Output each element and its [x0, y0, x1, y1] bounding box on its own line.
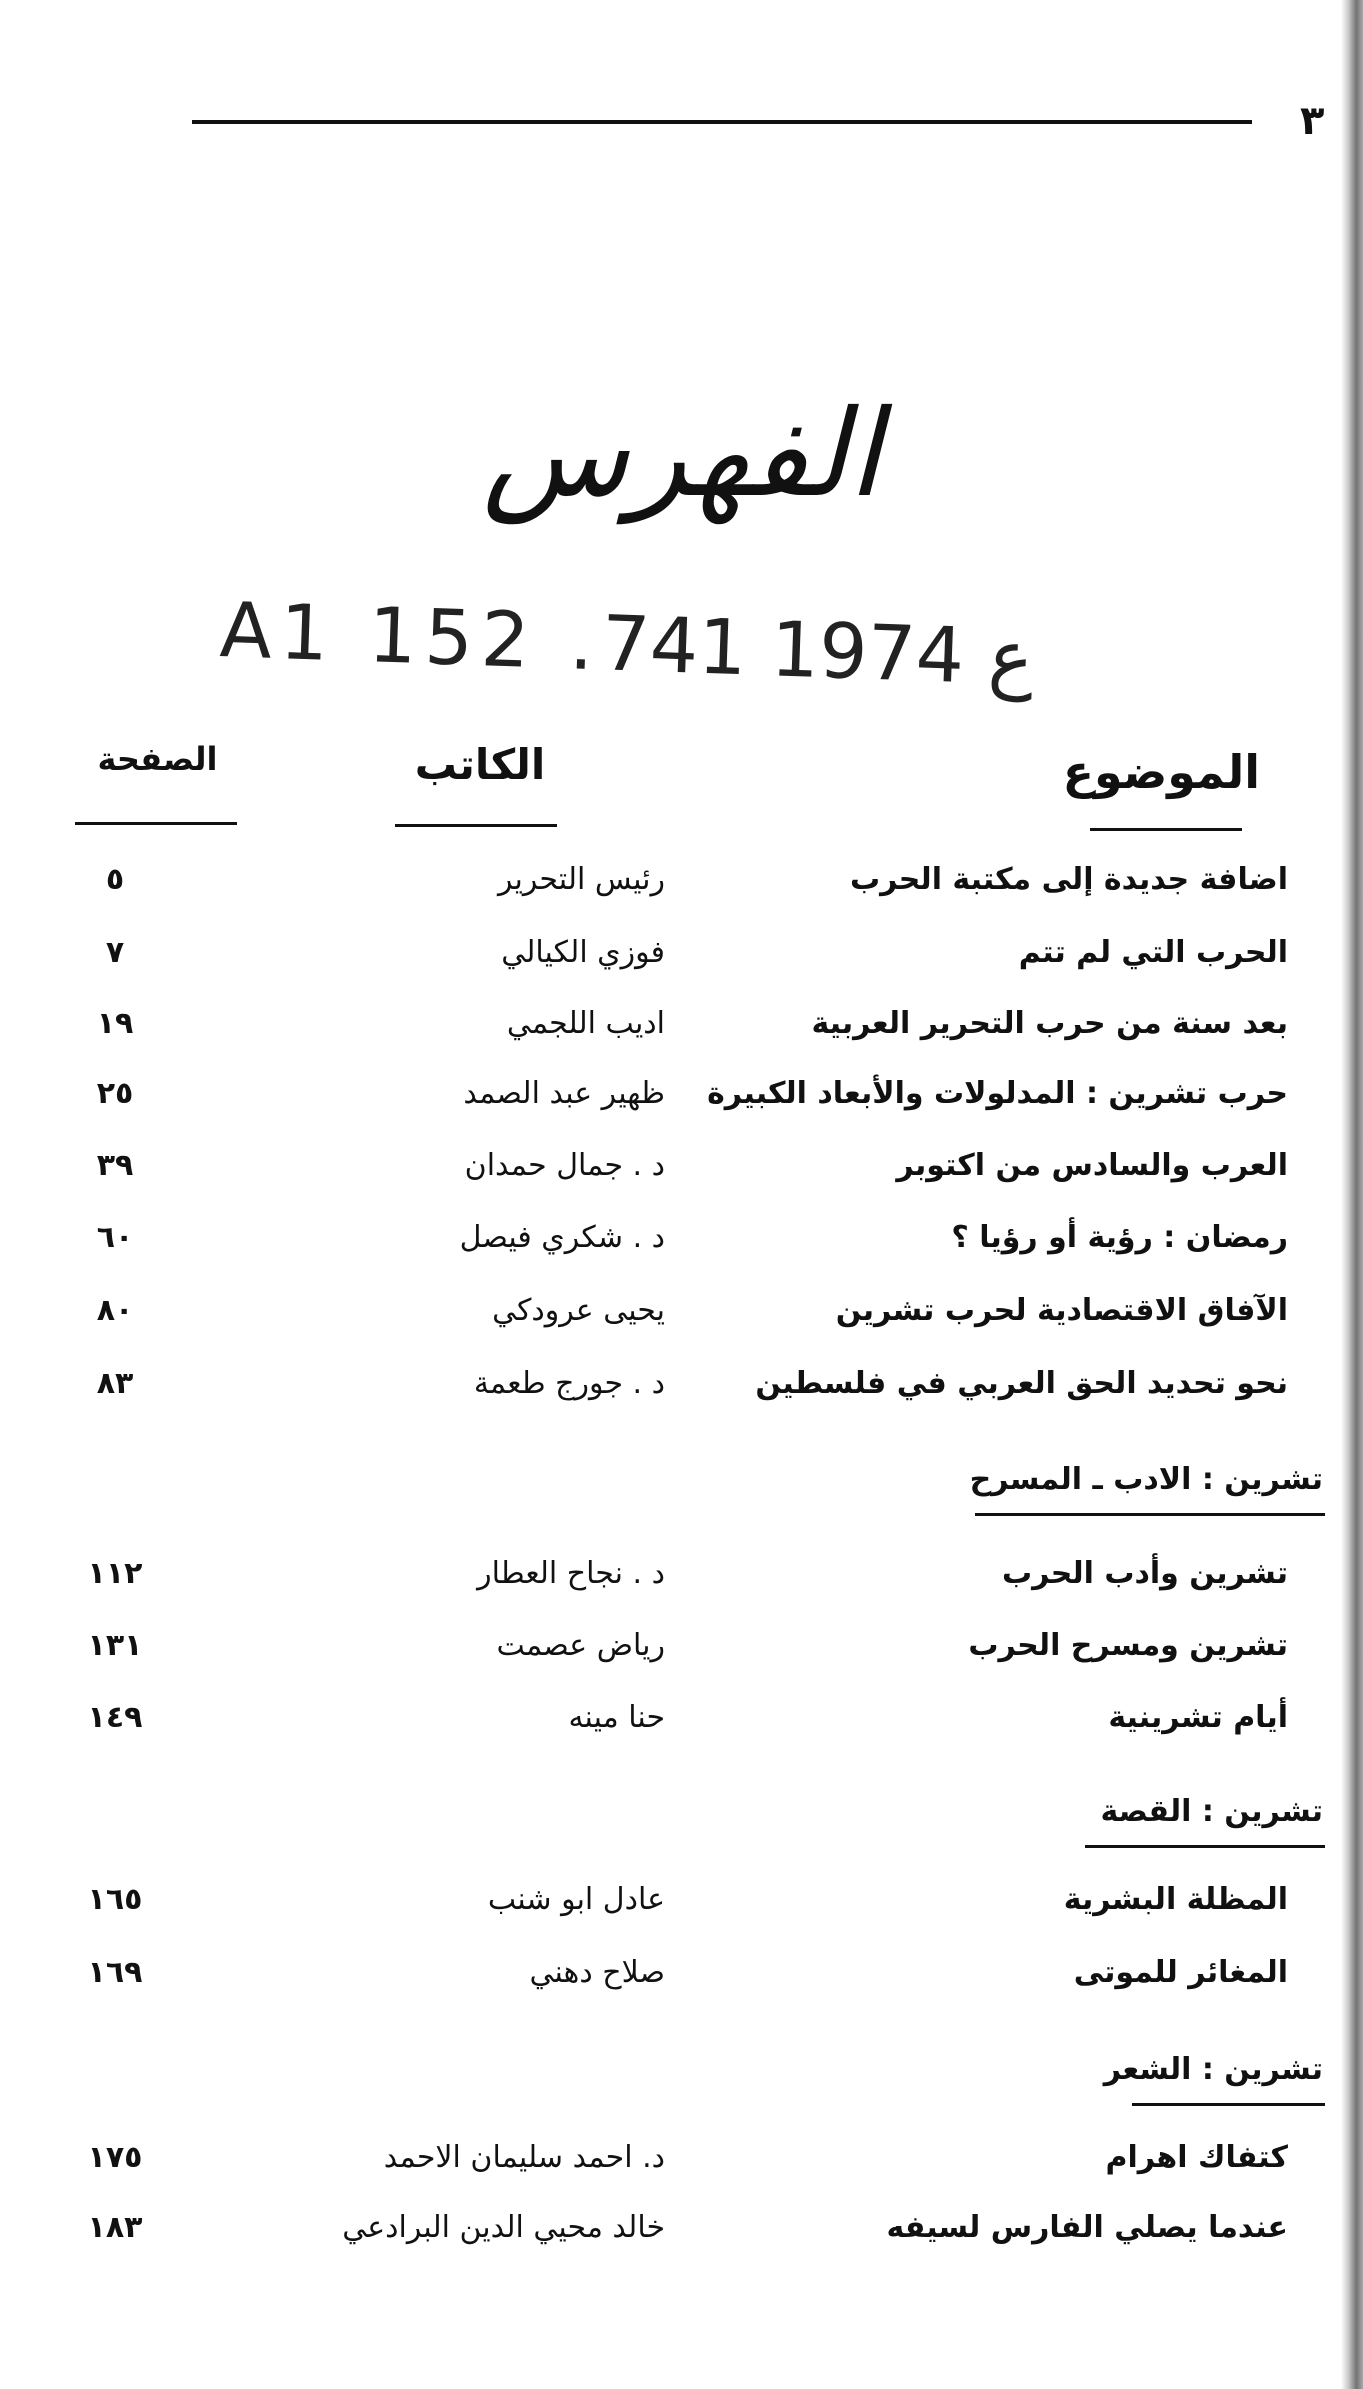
entry-author: صلاح دهني — [529, 1955, 665, 1990]
toc-row — [0, 1148, 1363, 1208]
header-topic: الموضوع — [1062, 745, 1260, 799]
toc-row — [0, 1882, 1363, 1942]
entry-author: د . شكري فيصل — [459, 1220, 665, 1255]
entry-author: عادل ابو شنب — [487, 1882, 665, 1917]
toc-row — [0, 1955, 1363, 2015]
entry-topic: حرب تشرين : المدلولات والأبعاد الكبيرة — [707, 1076, 1288, 1111]
entry-topic: المظلة البشرية — [1063, 1882, 1288, 1917]
header-topic-underline — [1090, 828, 1242, 831]
entry-topic: العرب والسادس من اكتوبر — [896, 1148, 1288, 1183]
entry-topic: نحو تحديد الحق العربي في فلسطين — [755, 1366, 1288, 1401]
entry-page: ٢٥ — [96, 1076, 134, 1111]
index-title: الفهرس — [482, 385, 881, 524]
entry-topic: كتفاك اهرام — [1105, 2140, 1288, 2175]
section-heading-literature-theatre: تشرين : الادب ـ المسرح — [969, 1462, 1323, 1497]
entry-page: ٦٠ — [96, 1220, 134, 1255]
entry-author: ظهير عبد الصمد — [463, 1076, 665, 1111]
entry-topic: بعد سنة من حرب التحرير العربية — [811, 1006, 1288, 1041]
toc-row — [0, 1366, 1363, 1426]
section-underline — [1085, 1845, 1325, 1848]
entry-author: خالد محيي الدين البرادعي — [342, 2210, 665, 2245]
page-number: ٣ — [1300, 98, 1325, 144]
entry-author: يحيى عرودكي — [492, 1293, 665, 1328]
toc-row — [0, 2140, 1363, 2200]
header-page-underline — [75, 822, 237, 825]
entry-page: ٣٩ — [96, 1148, 134, 1183]
entry-topic: الحرب التي لم تتم — [1018, 935, 1288, 970]
header-page: الصفحة — [97, 740, 218, 778]
entry-topic: تشرين ومسرح الحرب — [968, 1628, 1288, 1663]
entry-topic: اضافة جديدة إلى مكتبة الحرب — [850, 862, 1288, 897]
section-underline — [975, 1513, 1325, 1516]
toc-row — [0, 1293, 1363, 1353]
entry-page: ٧ — [105, 935, 125, 970]
entry-page: ١٦٩ — [87, 1955, 143, 1990]
header-author: الكاتب — [414, 740, 546, 789]
entry-page: ١٨٣ — [87, 2210, 143, 2245]
top-rule — [192, 120, 1252, 124]
entry-page: ٨٠ — [96, 1293, 134, 1328]
header-author-underline — [395, 824, 557, 827]
entry-author: د . نجاح العطار — [477, 1556, 665, 1591]
entry-author: د . جورج طعمة — [473, 1366, 665, 1401]
entry-page: ١٤٩ — [87, 1700, 143, 1735]
toc-row — [0, 1006, 1363, 1066]
toc-row — [0, 1556, 1363, 1616]
toc-row — [0, 1700, 1363, 1760]
toc-row — [0, 862, 1363, 922]
entry-topic: الآفاق الاقتصادية لحرب تشرين — [835, 1293, 1288, 1328]
section-heading-short-story: تشرين : القصة — [1100, 1794, 1323, 1829]
toc-row — [0, 1628, 1363, 1688]
entry-page: ٥ — [105, 862, 125, 897]
toc-row — [0, 1220, 1363, 1280]
entry-page: ١٧٥ — [87, 2140, 143, 2175]
entry-author: د . جمال حمدان — [464, 1148, 665, 1183]
entry-author: رئيس التحرير — [497, 862, 665, 897]
entry-author: د. احمد سليمان الاحمد — [383, 2140, 665, 2175]
entry-topic: المغائر للموتى — [1073, 1955, 1288, 1990]
entry-topic: تشرين وأدب الحرب — [1001, 1556, 1288, 1591]
entry-author: اديب اللجمي — [506, 1006, 665, 1041]
entry-topic: رمضان : رؤية أو رؤيا ؟ — [951, 1220, 1288, 1255]
entry-author: فوزي الكيالي — [501, 935, 665, 970]
toc-row — [0, 1076, 1363, 1136]
entry-topic: أيام تشرينية — [1108, 1700, 1288, 1735]
handwritten-call-number: A1 152 .ع 1974 741 — [218, 585, 1036, 703]
entry-page: ١٦٥ — [87, 1882, 143, 1917]
entry-author: حنا مينه — [568, 1700, 665, 1735]
entry-page: ٨٣ — [96, 1366, 134, 1401]
section-underline — [1132, 2103, 1325, 2106]
entry-page: ١٣١ — [87, 1628, 143, 1663]
section-heading-poetry: تشرين : الشعر — [1103, 2052, 1323, 2087]
entry-topic: عندما يصلي الفارس لسيفه — [886, 2210, 1288, 2245]
entry-author: رياض عصمت — [496, 1628, 665, 1663]
toc-row — [0, 935, 1363, 995]
entry-page: ١١٢ — [87, 1556, 143, 1591]
toc-row — [0, 2210, 1363, 2270]
entry-page: ١٩ — [96, 1006, 134, 1041]
